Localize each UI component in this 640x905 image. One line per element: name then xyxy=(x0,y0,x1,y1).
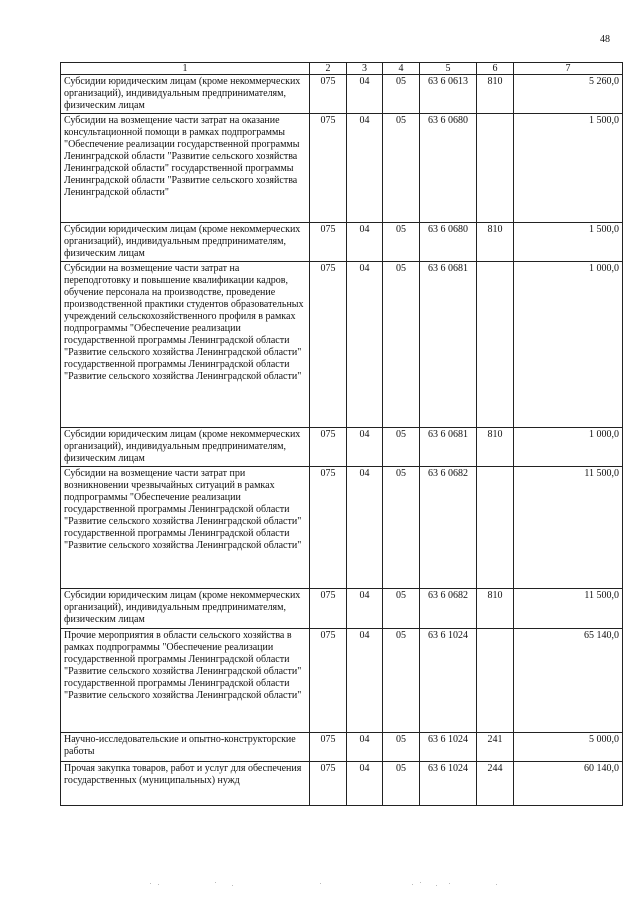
target-code: 63 6 0680 xyxy=(420,114,477,223)
expense-name: Субсидии на возмещение части затрат на переподготовку и повышение квалификации кадров, обучение персонала на производстве, проведение производственной практики студентов образовательных учреждений сельскохозяйственного профиля в рамках подпрограммы "Обеспечение реализации государственной программы Ленинградской области "Развитие сельского хозяйства Ленинградской области" государственной программы Ленинградской области "Развитие сельского хозяйства Ленинградской области" xyxy=(61,262,310,428)
subsection-code: 05 xyxy=(383,262,420,428)
subsection-code: 05 xyxy=(383,75,420,114)
ministry-code: 075 xyxy=(310,733,347,762)
subsection-code: 05 xyxy=(383,428,420,467)
expense-name: Субсидии на возмещение части затрат на оказание консультационной помощи в рамках подпрограммы "Обеспечение реализации государственной программы Ленинградской области "Развитие сельского хозяйства Ленинградской области" государственной программы Ленинградской области "Развитие сельского хозяйства Ленинградской области" xyxy=(61,114,310,223)
table-row xyxy=(61,114,623,223)
amount: 11 500,0 xyxy=(514,589,623,629)
amount: 60 140,0 xyxy=(514,762,623,806)
expense-name: Субсидии юридическим лицам (кроме некоммерческих организаций), индивидуальным предпринимателям, физическим лицам xyxy=(61,589,310,629)
ministry-code: 075 xyxy=(310,223,347,262)
target-code: 63 6 1024 xyxy=(420,629,477,733)
expense-type-code: 244 xyxy=(477,762,514,806)
amount: 1 000,0 xyxy=(514,262,623,428)
ministry-code: 075 xyxy=(310,428,347,467)
section-code: 04 xyxy=(347,75,383,114)
table-row xyxy=(61,223,623,262)
expense-type-code: 810 xyxy=(477,589,514,629)
table-row xyxy=(61,428,623,467)
subsection-code: 05 xyxy=(383,223,420,262)
section-code: 04 xyxy=(347,262,383,428)
header-cell: 1 xyxy=(61,63,310,75)
target-code: 63 6 0681 xyxy=(420,262,477,428)
subsection-code: 05 xyxy=(383,467,420,589)
scan-noise xyxy=(0,880,640,890)
subsection-code: 05 xyxy=(383,762,420,806)
expense-name: Субсидии юридическим лицам (кроме некоммерческих организаций), индивидуальным предпринимателям, физическим лицам xyxy=(61,223,310,262)
ministry-code: 075 xyxy=(310,262,347,428)
table-row xyxy=(61,629,623,733)
ministry-code: 075 xyxy=(310,762,347,806)
table-row xyxy=(61,762,623,806)
target-code: 63 6 0681 xyxy=(420,428,477,467)
section-code: 04 xyxy=(347,223,383,262)
table-body xyxy=(61,75,623,806)
section-code: 04 xyxy=(347,114,383,223)
target-code: 63 6 1024 xyxy=(420,762,477,806)
target-code: 63 6 0682 xyxy=(420,467,477,589)
header-cell: 4 xyxy=(383,63,420,75)
amount: 1 500,0 xyxy=(514,223,623,262)
ministry-code: 075 xyxy=(310,114,347,223)
amount: 1 000,0 xyxy=(514,428,623,467)
expense-type-code: 241 xyxy=(477,733,514,762)
target-code: 63 6 0682 xyxy=(420,589,477,629)
ministry-code: 075 xyxy=(310,589,347,629)
expense-type-code xyxy=(477,467,514,589)
table-row xyxy=(61,467,623,589)
expense-name: Прочая закупка товаров, работ и услуг для обеспечения государственных (муниципальных) нужд xyxy=(61,762,310,806)
subsection-code: 05 xyxy=(383,733,420,762)
expense-name: Субсидии на возмещение части затрат при возникновении чрезвычайных ситуаций в рамках подпрограммы "Обеспечение реализации государственной программы Ленинградской области "Развитие сельского хозяйства Ленинградской области" государственной программы Ленинградской области "Развитие сельского хозяйства Ленинградской области" xyxy=(61,467,310,589)
amount: 11 500,0 xyxy=(514,467,623,589)
subsection-code: 05 xyxy=(383,589,420,629)
expense-name: Научно-исследовательские и опытно-конструкторские работы xyxy=(61,733,310,762)
header-cell: 7 xyxy=(514,63,623,75)
table-row xyxy=(61,262,623,428)
header-cell: 2 xyxy=(310,63,347,75)
target-code: 63 6 0680 xyxy=(420,223,477,262)
expense-type-code xyxy=(477,629,514,733)
header-row xyxy=(61,63,623,75)
table-row xyxy=(61,75,623,114)
subsection-code: 05 xyxy=(383,629,420,733)
target-code: 63 6 1024 xyxy=(420,733,477,762)
expense-type-code: 810 xyxy=(477,428,514,467)
subsection-code: 05 xyxy=(383,114,420,223)
target-code: 63 6 0613 xyxy=(420,75,477,114)
expense-name: Прочие мероприятия в области сельского хозяйства в рамках подпрограммы "Обеспечение реализации государственной программы Ленинградской области "Развитие сельского хозяйства Ленинградской области" государственной программы Ленинградской области "Развитие сельского хозяйства Ленинградской области" xyxy=(61,629,310,733)
expense-type-code: 810 xyxy=(477,223,514,262)
ministry-code: 075 xyxy=(310,75,347,114)
table-row xyxy=(61,733,623,762)
table-header xyxy=(61,63,623,75)
header-cell: 3 xyxy=(347,63,383,75)
header-cell: 5 xyxy=(420,63,477,75)
section-code: 04 xyxy=(347,428,383,467)
expense-type-code: 810 xyxy=(477,75,514,114)
page-number: 48 xyxy=(600,34,610,45)
amount: 65 140,0 xyxy=(514,629,623,733)
amount: 5 260,0 xyxy=(514,75,623,114)
amount: 1 500,0 xyxy=(514,114,623,223)
expense-type-code xyxy=(477,262,514,428)
section-code: 04 xyxy=(347,589,383,629)
section-code: 04 xyxy=(347,467,383,589)
expense-type-code xyxy=(477,114,514,223)
ministry-code: 075 xyxy=(310,629,347,733)
section-code: 04 xyxy=(347,733,383,762)
section-code: 04 xyxy=(347,762,383,806)
section-code: 04 xyxy=(347,629,383,733)
table-row xyxy=(61,589,623,629)
header-cell: 6 xyxy=(477,63,514,75)
expense-name: Субсидии юридическим лицам (кроме некоммерческих организаций), индивидуальным предпринимателям, физическим лицам xyxy=(61,428,310,467)
amount: 5 000,0 xyxy=(514,733,623,762)
ministry-code: 075 xyxy=(310,467,347,589)
budget-table xyxy=(60,62,623,806)
expense-name: Субсидии юридическим лицам (кроме некоммерческих организаций), индивидуальным предпринимателям, физическим лицам xyxy=(61,75,310,114)
